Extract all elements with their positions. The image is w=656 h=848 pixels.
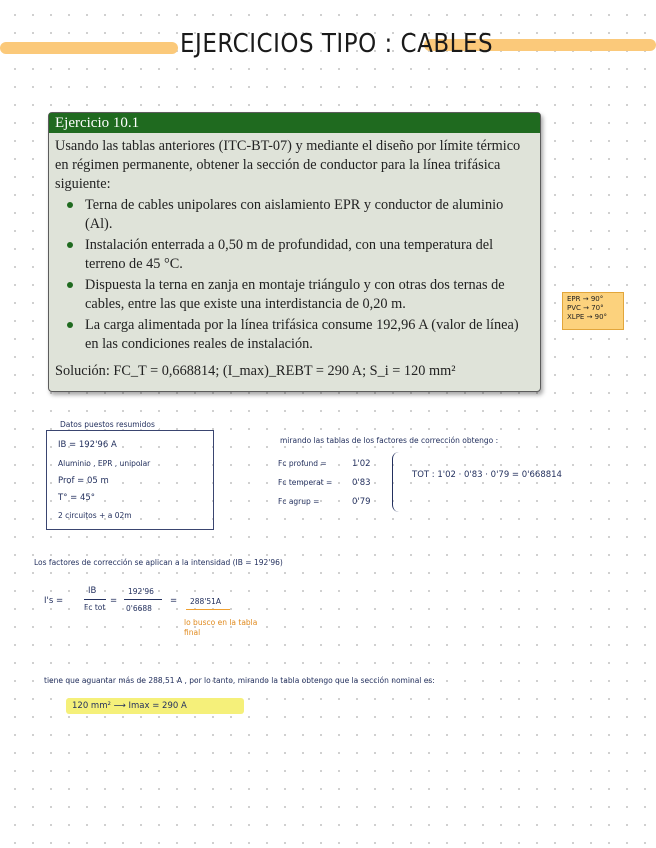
exercise-list (55, 196, 532, 354)
result-underline (186, 609, 230, 610)
formula-lhs: I's = (44, 596, 64, 606)
factor-value: 0'83 (352, 478, 371, 488)
bullet-icon (67, 322, 73, 328)
factor-label: Fc agrup = (278, 497, 320, 506)
formula-result: 288'51A (190, 597, 222, 606)
bullet-icon (67, 202, 73, 208)
factors-heading: mirando las tablas de los factores de corrección obtengo : (280, 436, 499, 445)
formula-denominator-value: 0'6688 (126, 604, 152, 613)
equals-sign: = (170, 596, 178, 606)
answer-text: 120 mm² ⟶ Imax = 290 A (72, 701, 187, 711)
data-line: T° = 45° (58, 493, 96, 503)
bullet-icon (67, 282, 73, 288)
data-summary-title: Datos puestos resumidos (56, 420, 159, 429)
formula-note: lo busco en la tabla final (184, 618, 258, 637)
list-item: Dispuesta la terna en zanja en montaje triángulo y con otras dos ternas de cables, entre las que existe una interdistancia de 0,20 m. (55, 276, 532, 314)
apply-text: Los factores de corrección se aplican a la intensidad (IB = 192'96) (34, 558, 283, 567)
factor-value: 1'02 (352, 459, 371, 469)
factors-total: TOT : 1'02 · 0'83 · 0'79 = 0'668814 (412, 470, 562, 480)
formula-denominator: Fc tot (84, 603, 106, 612)
exercise-heading: Ejercicio 10.1 (49, 113, 540, 133)
factor-value: 0'79 (352, 497, 371, 507)
exercise-intro: Usando las tablas anteriores (ITC-BT-07) y mediante el diseño por límite térmico en régimen permanente, obtener la sección de conductor para la línea trifásica siguiente: (55, 138, 521, 192)
list-item: Terna de cables unipolares con aislamiento EPR y conductor de aluminio (Al). (55, 196, 532, 234)
header-highlight-left (0, 42, 178, 54)
bullet-icon (67, 242, 73, 248)
exercise-solution: Solución: FC_T = 0,668814; (I_max)_REBT = 290 A; S_i = 120 mm² (55, 363, 456, 379)
factor-label: Fc profund = (278, 459, 327, 468)
data-line: Aluminio , EPR , unipolar (58, 459, 151, 468)
exercise-box (48, 112, 541, 392)
list-item: La carga alimentada por la línea trifásica consume 192,96 A (valor de línea) en las condiciones reales de instalación. (55, 316, 532, 354)
brace-mark (392, 452, 399, 512)
data-line: Prof = 05 m (58, 476, 109, 486)
data-line: IB = 192'96 A (58, 440, 117, 450)
conclusion-text: tiene que aguantar más de 288,51 A , por lo tanto, mirando la tabla obtengo que la sección nominal es: (44, 676, 435, 685)
equals-sign: = (110, 596, 118, 606)
note-line: EPR → 90° (567, 295, 604, 303)
list-item: Instalación enterrada a 0,50 m de profundidad, con una temperatura del terreno de 45 °C. (55, 236, 532, 274)
exercise-body (49, 133, 540, 381)
data-line: 2 circuitos + a 02m (58, 511, 132, 520)
fraction-line (84, 599, 106, 600)
note-line: XLPE → 90° (567, 313, 608, 321)
fraction-line (124, 599, 162, 600)
factor-label: Fc temperat = (278, 478, 333, 487)
page-title: EJERCICIOS TIPO : CABLES (180, 29, 494, 59)
formula-numerator-value: 192'96 (128, 587, 154, 596)
insulation-temp-note (562, 292, 624, 330)
note-line: PVC → 70° (567, 304, 604, 312)
formula-numerator: IB (88, 586, 97, 596)
